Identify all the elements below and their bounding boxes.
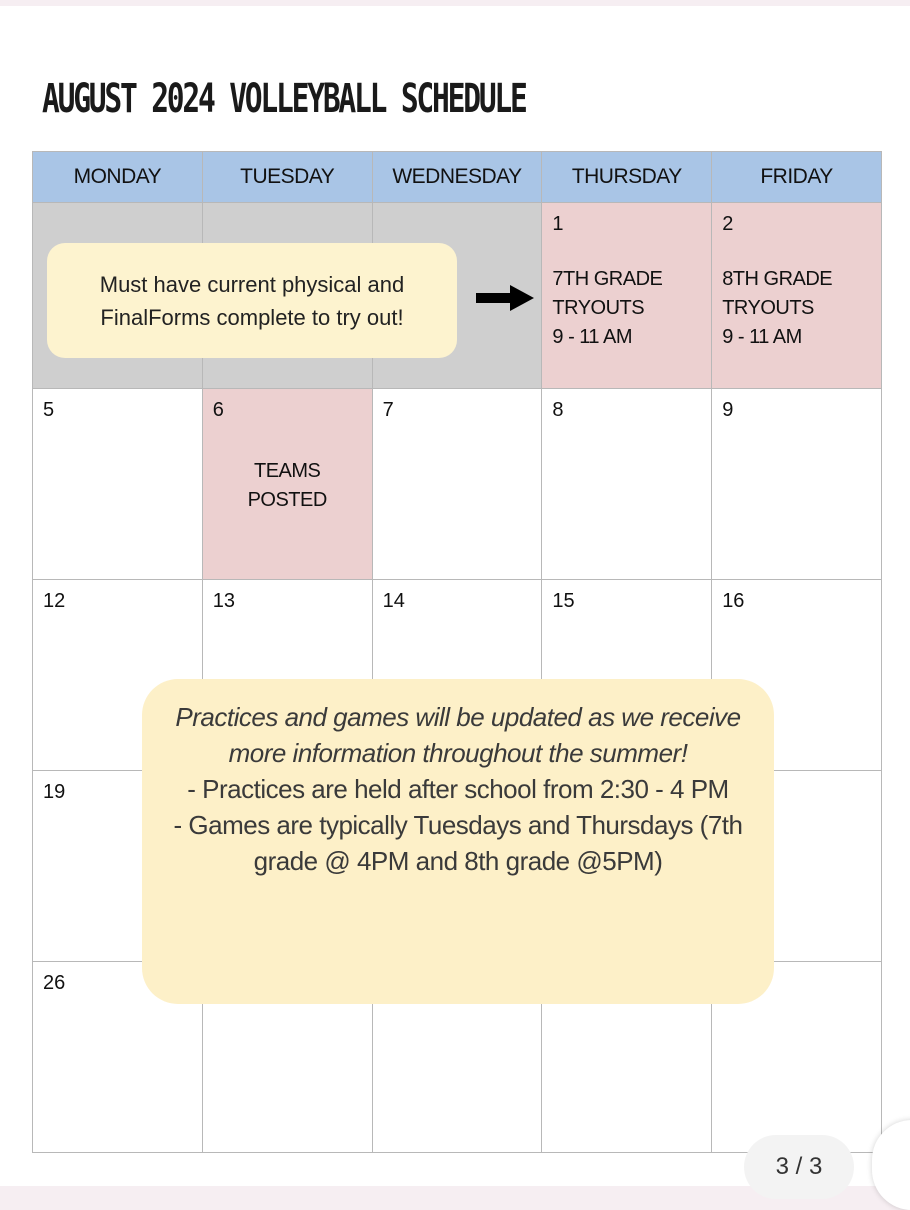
day-number: 13	[212, 590, 236, 612]
day-number: 19	[43, 781, 66, 803]
page-indicator: 3 / 3	[744, 1135, 854, 1199]
header-monday: MONDAY	[33, 152, 203, 203]
event-line: 8TH GRADE	[722, 268, 833, 290]
day-number: 6	[212, 399, 224, 421]
event-7th-grade-tryouts	[552, 265, 662, 352]
event-line: POSTED	[247, 489, 327, 511]
banner-update-notice: Practices and games will be updated as we receive more information throughout the summer!	[175, 702, 741, 768]
day-number: 5	[43, 399, 55, 421]
day-cell-2	[712, 203, 882, 389]
day-number: 8	[552, 399, 564, 421]
day-number: 12	[43, 590, 66, 612]
practice-info-banner	[142, 679, 774, 1004]
day-number: 26	[43, 972, 66, 994]
event-line: TEAMS	[253, 460, 321, 482]
page-title: AUGUST 2024 VOLLEYBALL SCHEDULE	[42, 76, 526, 122]
day-cell-5	[33, 389, 203, 580]
event-line: TRYOUTS	[552, 297, 645, 319]
event-time: 9 - 11 AM	[722, 326, 802, 348]
tryout-requirements-note: Must have current physical and FinalForms complete to try out!	[47, 243, 457, 358]
day-number: 7	[382, 399, 394, 421]
schedule-page	[0, 6, 910, 1186]
header-wednesday: WEDNESDAY	[372, 152, 542, 203]
day-cell-7	[372, 389, 542, 580]
day-cell-8	[542, 389, 712, 580]
right-arrow-icon	[476, 285, 534, 311]
event-teams-posted	[203, 457, 372, 515]
day-number: 1	[552, 213, 564, 235]
week-row-2	[33, 389, 882, 580]
weekday-header-row	[33, 152, 882, 203]
day-number: 16	[722, 590, 745, 612]
event-line: TRYOUTS	[722, 297, 814, 319]
header-friday: FRIDAY	[712, 152, 882, 203]
day-number: 2	[722, 213, 734, 235]
day-cell-9	[712, 389, 882, 580]
banner-practice-times: - Practices are held after school from 2:30 - 4 PM	[187, 774, 729, 804]
banner-game-times: - Games are typically Tuesdays and Thursdays (7th grade @ 4PM and 8th grade @5PM)	[173, 810, 743, 876]
day-number: 15	[552, 590, 575, 612]
event-8th-grade-tryouts	[722, 265, 832, 352]
event-time: 9 - 11 AM	[552, 326, 633, 348]
day-cell-1	[542, 203, 712, 389]
day-number: 9	[722, 399, 734, 421]
day-number: 14	[382, 590, 405, 612]
header-tuesday: TUESDAY	[202, 152, 372, 203]
event-line: 7TH GRADE	[552, 268, 663, 290]
day-cell-6	[202, 389, 372, 580]
header-thursday: THURSDAY	[542, 152, 712, 203]
